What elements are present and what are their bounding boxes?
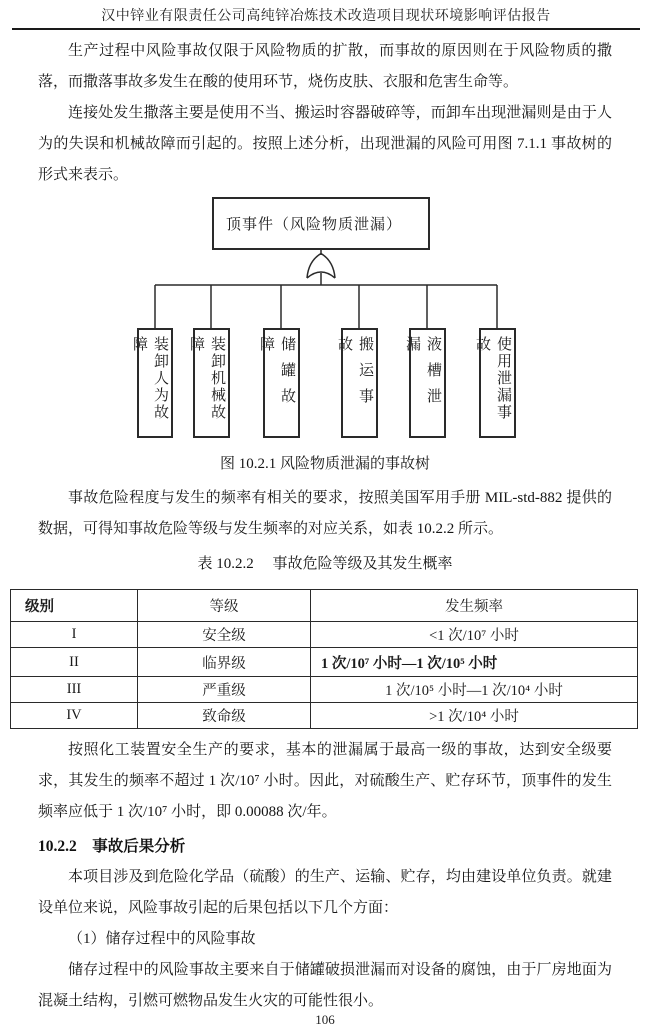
cell-frequency: 1 次/10⁷ 小时—1 次/10⁵ 小时 [311,648,638,677]
table-row [11,648,638,677]
fault-tree-diagram [38,197,612,443]
cell-grade: 安全级 [138,622,311,648]
cell-level: I [11,622,138,648]
fault-tree-leaf-loading-machine-fault: 装卸机械故障 [193,328,230,438]
paragraph: 按照化工装置安全生产的要求，基本的泄漏属于最高一级的事故，达到安全级要求，其发生的频率不超过 1 次/10⁷ 小时。因此，对硫酸生产、贮存环节，顶事件的发生频率应低于 1 次/10⁷ 小时，即 0.00088 次/年。 [38,742,612,820]
table-row [11,622,638,648]
table-header-row [11,590,638,622]
paragraph: 储存过程中的风险事故主要来自于储罐破损泄漏而对设备的腐蚀，由于厂房地面为混凝土结构，引燃可燃物品发生火灾的可能性很小。 [38,962,612,1009]
cell-frequency: <1 次/10⁷ 小时 [311,622,638,648]
page-number: 106 [315,1012,335,1027]
paragraph: 本项目涉及到危险化学品（硫酸）的生产、运输、贮存，均由建设单位负责。就建设单位来说，风险事故引起的后果包括以下几个方面： [38,869,612,916]
table-caption: 表 10.2.2 事故危险等级及其发生概率 [197,556,453,572]
running-header-title: 汉中锌业有限责任公司高纯锌冶炼技术改造项目现状环境影响评估报告 [12,0,640,30]
cell-level: IV [11,703,138,729]
paragraph: 连接处发生撒落主要是使用不当、搬运时容器破碎等，而卸车出现泄漏则是由于人为的失误和机械故障而引起的。按照上述分析，出现泄漏的风险可用图 7.1.1 事故树的形式来表示。 [38,105,612,183]
figure-caption: 图 10.2.1 风险物质泄漏的事故树 [219,456,430,472]
fault-tree-leaf-storage-tank-fault: 储罐故障 [263,328,300,438]
paragraph: （1）储存过程中的风险事故 [68,931,256,947]
fault-tree-top-event: 顶事件（风险物质泄漏） [212,197,430,250]
cell-grade: 严重级 [138,677,311,703]
fault-tree-leaf-loading-human-fault: 装卸人为故障 [137,328,173,438]
cell-frequency: >1 次/10⁴ 小时 [311,703,638,729]
table-row [11,703,638,729]
section-heading: 10.2.2 事故后果分析 [38,838,186,855]
table-header-frequency: 发生频率 [311,590,638,622]
cell-grade: 临界级 [138,648,311,677]
paragraph: 生产过程中风险事故仅限于风险物质的扩散，而事故的原因则在于风险物质的撒落，而撒落事故多发生在酸的使用环节，烧伤皮肤、衣服和危害生命等。 [38,43,612,90]
fault-tree-leaf-transport-accident: 搬运事故 [341,328,378,438]
fault-tree-leaf-usage-leak-accident: 使用泄漏事故 [479,328,516,438]
cell-level: III [11,677,138,703]
fault-tree-leaf-liquid-tank-leak: 液槽泄漏 [409,328,446,438]
cell-frequency: 1 次/10⁵ 小时—1 次/10⁴ 小时 [311,677,638,703]
cell-grade: 致命级 [138,703,311,729]
table-row [11,677,638,703]
table-header-grade: 等级 [138,590,311,622]
cell-level: II [11,648,138,677]
page-content [25,36,612,1017]
paragraph: 事故危险程度与发生的频率有相关的要求，按照美国军用手册 MIL-std-882 提供的数据，可得知事故危险等级与发生频率的对应关系，如表 10.2.2 所示。 [38,490,612,537]
table-header-level: 级别 [11,590,138,622]
risk-grade-table [10,589,638,729]
